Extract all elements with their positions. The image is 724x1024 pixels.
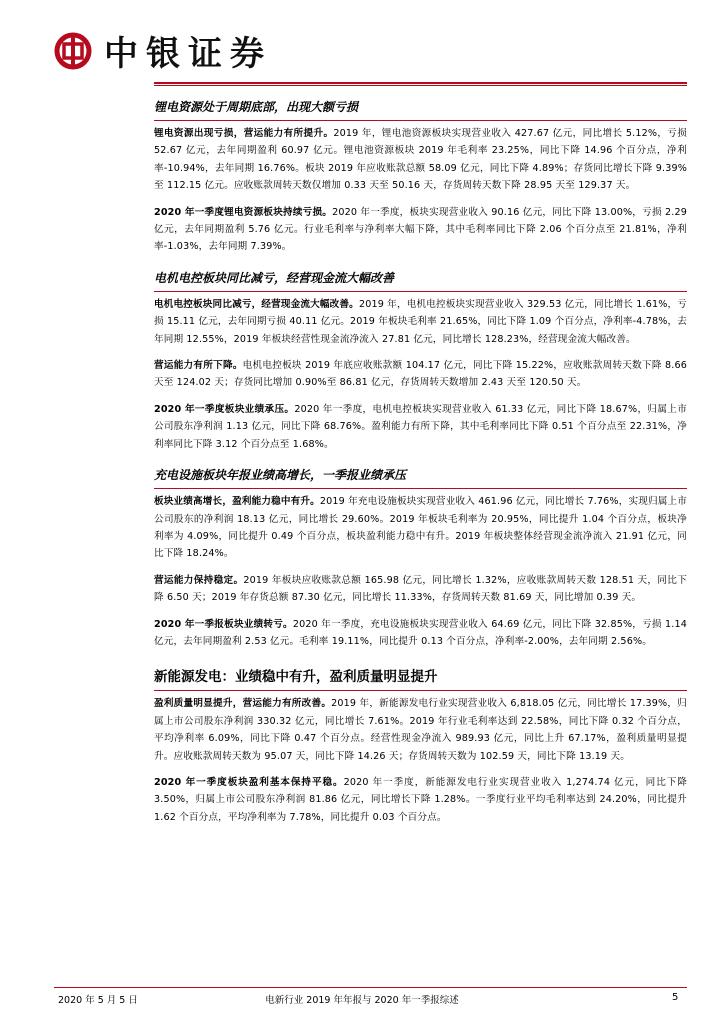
- paragraph-lead: 板块业绩高增长，盈利能力稳中有升。: [154, 496, 320, 508]
- paragraph-lead: 电机电控板块同比减亏，经营现金流大幅改善。: [154, 298, 359, 310]
- page-number: 5: [672, 992, 679, 1003]
- section-divider: [154, 120, 687, 121]
- header-divider: [154, 82, 687, 84]
- section-divider: [154, 291, 687, 292]
- paragraph-text: 2019 年，锂电池资源板块实现营业收入 427.67 亿元，同比增长 5.12%，亏损 52.67 亿元，去年同期盈利 60.97 亿元。锂电池资源板块 2019 年毛利率 23.25%，同比下降 14.96 个百分点，净利率-10.94%，去年同期 16.76%。板块 2019 年应收账款总额 58.09 亿元，同比下降 4.89%；存货同比增长下降 9.39%至 112.15 亿元。应收账款周转天数仅增加 0.33 天至 50.16 天，存货周转天数下降 28.95 天至 129.37 天。: [154, 128, 688, 192]
- paragraph-lead: 盈利质量明显提升，营运能力有所改善。: [154, 698, 332, 710]
- paragraph-text: 2020 年一季度，电机电控板块实现营业收入 61.33 亿元，同比下降 18.67%，归属上市公司股东净利润 1.13 亿元，同比下降 68.76%。盈利能力有所下降，其中毛利率同比下降 0.51 个百分点至 22.31%，净利率同比下降 3.12 个百分点至 1.68%。: [154, 403, 687, 450]
- header-divider-thin: [154, 85, 687, 86]
- paragraph-text: 2019 年，新能源发电行业实现营业收入 6,818.05 亿元，同比增长 17.39%，归属上市公司股东净利润 330.32 亿元，同比增长 7.61%。2019 年行业毛利率达到 22.58%，同比下降 0.32 个百分点，平均净利率 6.09%，同比下降 0.47 个百分点。经营性现金净流入 989.93 亿元，同比上升 67.17%，盈利质量明显提升。应收账款周转天数为 95.07 天，同比下降 14.26 天；存货周转天数为 102.59 天，同比下降 13.19 天。: [154, 698, 687, 762]
- paragraph-lead: 2020 年一季报板块业绩转亏。: [154, 618, 293, 630]
- section-charging-facilities: [154, 462, 687, 650]
- paragraph-text: 2019 年板块应收账款总额 165.98 亿元，同比增长 1.32%，应收账款周转天数 128.51 天，同比下降 6.50 天；2019 年存货总额 87.30 亿元，同比增长 11.33%，存货周转天数 81.69 天，同比增加 0.39 天。: [154, 574, 687, 604]
- section-new-energy-power: [154, 664, 687, 826]
- section-divider: [154, 690, 687, 691]
- paragraph: [154, 204, 687, 256]
- paragraph-lead: 2020 年一季度板块业绩承压。: [154, 403, 295, 415]
- paragraph: [154, 774, 687, 826]
- paragraph-text: 2020 年一季度，板块实现营业收入 90.16 亿元，同比下降 13.00%，亏损 2.29 亿元，去年同期盈利 5.76 亿元。行业毛利率与净利率大幅下降，其中毛利率同比下降 2.06 个百分点至 21.81%，净利率-1.03%，去年同期 7.39%。: [154, 206, 687, 253]
- section-heading: 新能源发电：业绩稳中有升，盈利质量明显提升: [154, 669, 438, 686]
- section-motor-control: [154, 265, 687, 453]
- paragraph-lead: 锂电资源出现亏损，营运能力有所提升。: [154, 128, 334, 139]
- paragraph-text: 2019 年充电设施板块实现营业收入 461.96 亿元，同比增长 7.76%，实现归属上市公司股东的净利润 18.13 亿元，同比增长 29.60%。2019 年板块毛利率为 20.95%，同比提升 1.04 个百分点，板块净利率为 4.09%，同比提升 0.49 个百分点，板块盈利能力稳中有升。2019 年板块整体经营现金流净流入 21.91 亿元，同比下降 18.24%。: [154, 496, 687, 560]
- footer-report-title: 电新行业 2019 年年报与 2020 年一季报综述: [265, 995, 459, 1006]
- paragraph-lead: 营运能力有所下降。: [154, 360, 243, 372]
- paragraph: [154, 125, 687, 195]
- paragraph: [154, 296, 687, 348]
- paragraph: [154, 357, 687, 392]
- paragraph-text: 2019 年，电机电控板块实现营业收入 329.53 亿元，同比增长 1.61%，亏损 15.11 亿元，去年同期亏损 40.11 亿元。2019 年板块毛利率 21.65%，同比下降 1.09 个百分点，净利率-4.78%，去年同期 12.55%，2019 年板块经营性现金流净流入 27.81 亿元，同比增长 128.23%，经营现金流大幅改善。: [154, 298, 687, 345]
- bank-of-china-logo: [54, 32, 92, 70]
- brand-name: 中银证券: [104, 34, 272, 74]
- paragraph: [154, 695, 687, 765]
- section-heading: 电机电控板块同比减亏，经营现金流大幅改善: [154, 270, 395, 285]
- paragraph: [154, 572, 687, 607]
- section-lithium-resources: [154, 94, 687, 256]
- section-heading: 锂电资源处于周期底部，出现大额亏损: [154, 100, 359, 114]
- paragraph-lead: 营运能力保持稳定。: [154, 574, 244, 586]
- paragraph: [154, 616, 687, 651]
- footer-divider: [54, 987, 687, 988]
- paragraph: [154, 401, 687, 453]
- footer-date: 2020 年 5 月 5 日: [58, 995, 138, 1006]
- page-header: [0, 0, 724, 84]
- paragraph-lead: 2020 年一季度板块盈利基本保持平稳。: [154, 776, 344, 788]
- paragraph: [154, 493, 687, 563]
- paragraph-text: 2020 年一季度，充电设施板块实现营业收入 64.69 亿元，同比下降 32.85%，亏损 1.14 亿元，去年同期盈利 2.53 亿元。毛利率 19.11%，同比提升 0.13 个百分点，净利率-2.00%，去年同期 2.56%。: [154, 618, 687, 647]
- paragraph-text: 2020 年一季度，新能源发电行业实现营业收入 1,274.74 亿元，同比下降 3.50%，归属上市公司股东净利润 81.86 亿元，同比增长下降 1.28%。一季度行业平均毛利率达到 24.20%，同比提升 1.62 个百分点，平均净利率为 7.78%，同比提升 0.03 个百分点。: [154, 776, 687, 823]
- paragraph-lead: 2020 年一季度锂电资源板块持续亏损。: [154, 206, 333, 218]
- section-heading: 充电设施板块年报业绩高增长，一季报业绩承压: [154, 468, 407, 483]
- report-body: [154, 92, 687, 835]
- section-divider: [154, 488, 687, 489]
- paragraph-text: 电机电控板块 2019 年底应收账款额 104.17 亿元，同比下降 15.22%，应收账款周转天数下降 8.66 天至 124.02 天；存货同比增加 0.90%至 86.81 亿元，存货周转天数增加 2.43 天至 120.50 天。: [154, 360, 687, 389]
